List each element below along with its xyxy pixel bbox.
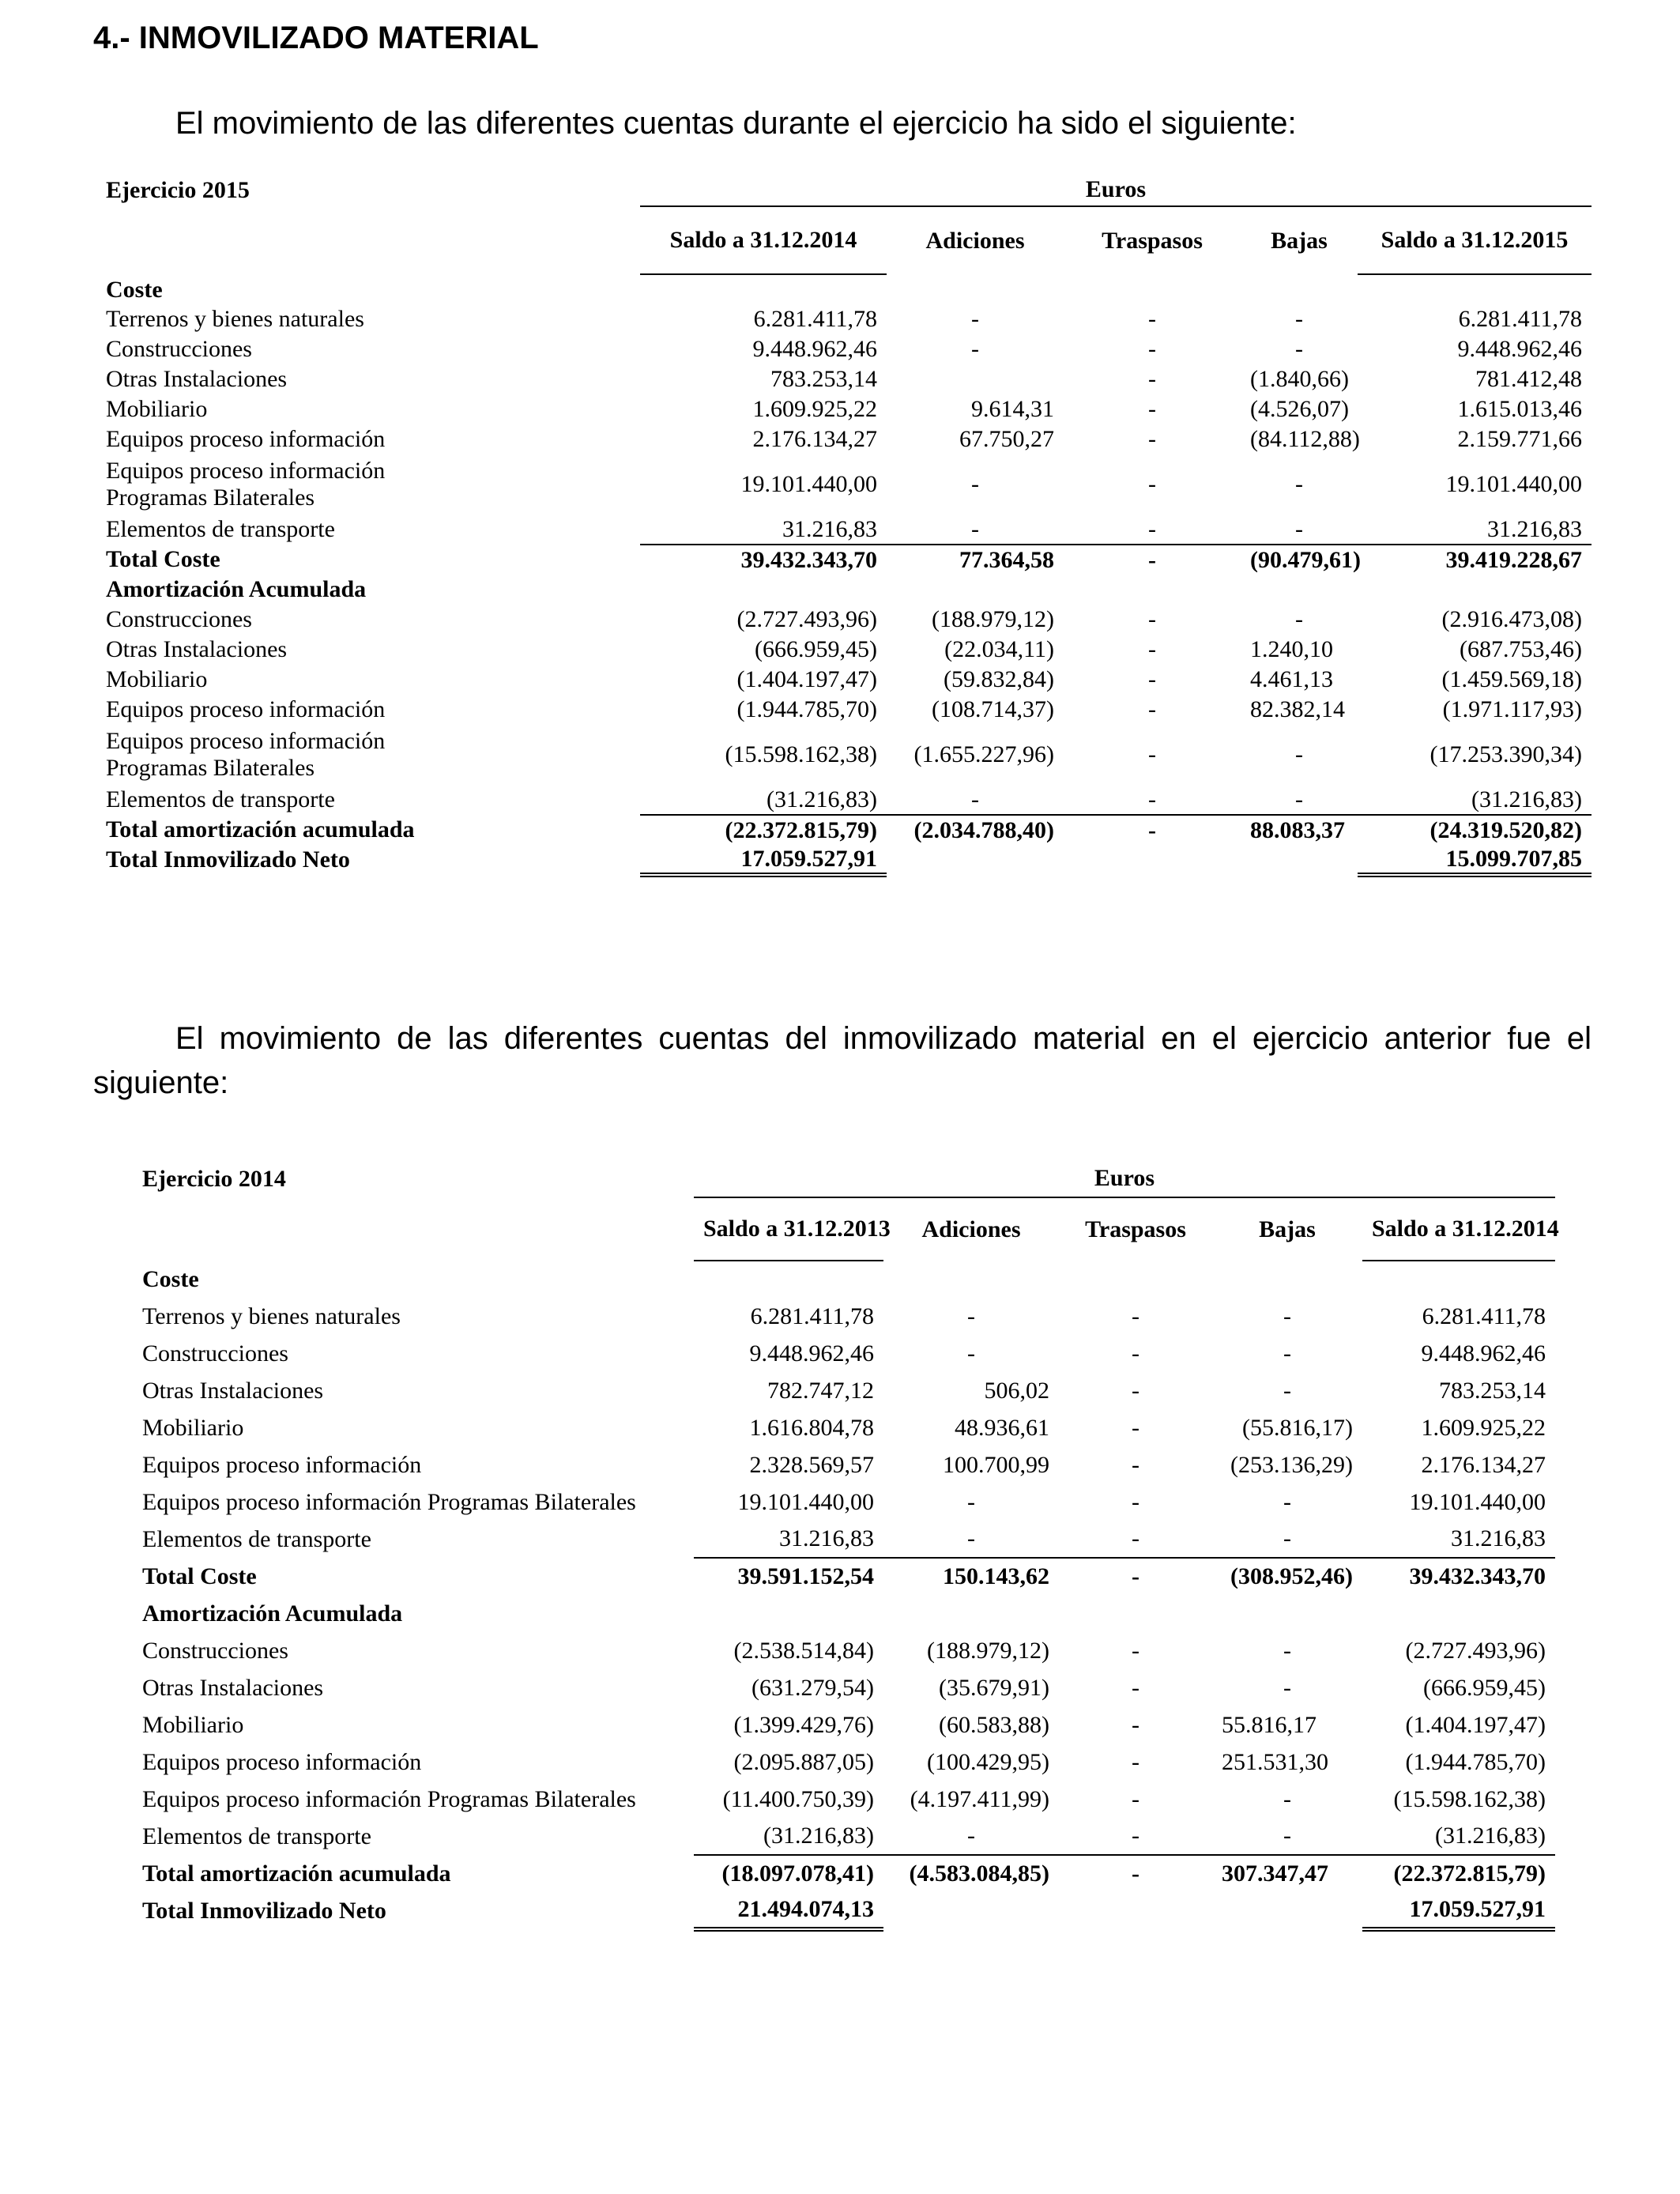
cell-additions: 9.614,31 [971, 396, 1054, 422]
row-label: Equipos proceso información Programas Bilaterales [142, 1785, 636, 1812]
cell-transfers: - [1132, 1451, 1139, 1478]
cell-closing: 1.609.925,22 [1421, 1414, 1546, 1441]
row-label: Construcciones [142, 1340, 288, 1367]
section-label-cost: Coste [142, 1266, 199, 1292]
row-label: Equipos proceso información [142, 1748, 422, 1775]
cell-disposals: (90.479,61) [1250, 546, 1361, 573]
cell-additions: - [971, 336, 979, 362]
cell-transfers: - [1132, 1377, 1139, 1404]
cell-additions: - [967, 1302, 975, 1329]
cell-disposals: (253.136,29) [1230, 1451, 1353, 1478]
cell-transfers: - [1148, 816, 1156, 843]
cell-opening: 31.216,83 [694, 1521, 883, 1558]
cell-transfers: - [1132, 1711, 1139, 1738]
cell-opening: (15.598.162,38) [725, 741, 877, 767]
section-label-amortization: Amortización Acumulada [142, 1600, 403, 1627]
cell-additions: (2.034.788,40) [913, 816, 1054, 843]
column-header-opening-balance: Saldo a 31.12.2013 [694, 1197, 883, 1261]
section-label-amortization: Amortización Acumulada [106, 576, 367, 602]
table-row [96, 304, 1591, 334]
cell-opening: (18.097.078,41) [721, 1860, 874, 1887]
cell-opening: (22.372.815,79) [725, 816, 877, 843]
cell-additions: (35.679,91) [939, 1674, 1049, 1701]
cell-opening: 19.101.440,00 [740, 471, 877, 497]
cell-closing: 31.216,83 [1362, 1521, 1555, 1558]
table-row [133, 1818, 1555, 1855]
section-heading: 4.- INMOVILIZADO MATERIAL [93, 21, 539, 55]
row-label: Terrenos y bienes naturales [142, 1302, 401, 1329]
cell-additions: (4.583.084,85) [909, 1860, 1049, 1887]
cell-disposals: - [1295, 336, 1303, 362]
table-row [133, 1298, 1555, 1335]
section-label-cost: Coste [106, 276, 163, 303]
cell-closing: 19.101.440,00 [1445, 471, 1582, 497]
cell-closing: (687.753,46) [1460, 636, 1582, 662]
row-label: Equipos proceso información [142, 1451, 422, 1478]
cell-opening: 39.591.152,54 [737, 1563, 874, 1589]
cell-opening: (31.216,83) [694, 1818, 883, 1855]
table-row [96, 785, 1591, 815]
cell-closing: (1.971.117,93) [1442, 696, 1582, 722]
cell-transfers: - [1059, 1521, 1212, 1558]
cell-opening: (1.944.785,70) [736, 696, 877, 722]
cell-transfers: - [1148, 636, 1156, 662]
cell-transfers: - [1059, 1818, 1212, 1855]
table-row [133, 1521, 1555, 1558]
cell-opening: 1.609.925,22 [752, 396, 877, 422]
row-label: Terrenos y bienes naturales [106, 306, 364, 332]
table-row [96, 635, 1591, 665]
table-title: Ejercicio 2014 [142, 1165, 286, 1192]
cell-additions: (188.979,12) [932, 606, 1054, 632]
cell-disposals: - [1283, 1785, 1291, 1812]
cell-additions: - [883, 1818, 1059, 1855]
cell-transfers: - [1148, 546, 1156, 573]
cell-additions: - [887, 515, 1064, 545]
cell-disposals: - [1283, 1377, 1291, 1404]
table-row [96, 364, 1591, 394]
cell-opening: 9.448.962,46 [752, 336, 877, 362]
row-label: Mobiliario [106, 396, 208, 422]
cell-transfers: - [1132, 1563, 1139, 1589]
cell-disposals: 251.531,30 [1222, 1748, 1328, 1775]
total-row [96, 545, 1591, 575]
cell-transfers: - [1132, 1674, 1139, 1701]
cell-closing: (666.959,45) [1423, 1674, 1546, 1701]
cell-closing: 39.432.343,70 [1409, 1563, 1546, 1589]
cell-closing: (1.404.197,47) [1405, 1711, 1546, 1738]
cell-transfers: - [1132, 1414, 1139, 1441]
row-label: Total Inmovilizado Neto [106, 846, 350, 873]
cell-additions: 100.700,99 [943, 1451, 1049, 1478]
cell-closing: (17.253.390,34) [1430, 741, 1582, 767]
cell-closing: (15.598.162,38) [1393, 1785, 1546, 1812]
cell-disposals: - [1295, 741, 1303, 767]
total-row [133, 1558, 1555, 1595]
cell-transfers: - [1148, 426, 1156, 452]
cell-transfers: - [1148, 696, 1156, 722]
cell-opening: (11.400.750,39) [722, 1785, 874, 1812]
cell-additions: 77.364,58 [959, 546, 1054, 573]
column-header-disposals: Bajas [1259, 1216, 1316, 1242]
row-label: Elementos de transporte [142, 1525, 371, 1552]
cell-closing: 2.159.771,66 [1457, 426, 1582, 452]
cell-additions: - [967, 1340, 975, 1367]
row-label: Mobiliario [142, 1711, 244, 1738]
cell-opening: 783.253,14 [770, 366, 877, 392]
column-header-transfers: Traspasos [1085, 1216, 1186, 1242]
cell-transfers: - [1132, 1340, 1139, 1367]
cell-opening: (2.538.514,84) [733, 1637, 874, 1664]
cell-closing: 9.448.962,46 [1421, 1340, 1546, 1367]
cell-disposals: - [1212, 1818, 1362, 1855]
cell-opening: (631.279,54) [751, 1674, 874, 1701]
cell-disposals: - [1283, 1488, 1291, 1515]
row-label: Mobiliario [142, 1414, 244, 1441]
cell-transfers: - [1148, 666, 1156, 692]
cell-disposals: - [1283, 1302, 1291, 1329]
table-row [96, 695, 1591, 725]
movement-table-2014 [133, 1160, 1559, 1932]
cell-opening: (31.216,83) [640, 785, 887, 815]
cell-transfers: - [1132, 1302, 1139, 1329]
cell-transfers: - [1148, 336, 1156, 362]
movement-table-2015 [96, 174, 1591, 877]
row-label: Construcciones [142, 1637, 288, 1664]
row-label: Elementos de transporte [106, 516, 335, 542]
cell-closing: (31.216,83) [1362, 1818, 1555, 1855]
row-label: Construcciones [106, 336, 252, 362]
row-label: Mobiliario [106, 666, 208, 692]
cell-transfers: - [1148, 396, 1156, 422]
row-label: Otras Instalaciones [142, 1674, 324, 1701]
row-label: Elementos de transporte [106, 786, 335, 812]
cell-closing: 17.059.527,91 [1362, 1892, 1555, 1929]
cell-opening: 39.432.343,70 [740, 546, 877, 573]
table-row [96, 665, 1591, 695]
total-row [133, 1855, 1555, 1892]
cell-opening: 17.059.527,91 [640, 845, 887, 875]
cell-opening: (1.399.429,76) [733, 1711, 874, 1738]
cell-transfers: - [1132, 1637, 1139, 1664]
table-row [96, 454, 1591, 515]
cell-additions: (59.832,84) [944, 666, 1054, 692]
row-label: Equipos proceso información Programas Bilaterales [106, 728, 386, 781]
cell-opening: (1.404.197,47) [736, 666, 877, 692]
row-label: Total amortización acumulada [106, 816, 415, 843]
cell-opening: (2.095.887,05) [733, 1748, 874, 1775]
cell-disposals: (84.112,88) [1250, 426, 1360, 452]
total-row [133, 1892, 1555, 1929]
cell-disposals: 4.461,13 [1250, 666, 1333, 692]
table-row [133, 1483, 1555, 1521]
cell-disposals: 82.382,14 [1250, 696, 1345, 722]
cell-additions: - [887, 785, 1064, 815]
cell-closing: (1.944.785,70) [1405, 1748, 1546, 1775]
cell-additions: (4.197.411,99) [910, 1785, 1049, 1812]
cell-opening: (2.727.493,96) [736, 606, 877, 632]
cell-disposals: - [1283, 1340, 1291, 1367]
cell-transfers: - [1148, 741, 1156, 767]
cell-closing: (2.727.493,96) [1405, 1637, 1546, 1664]
cell-closing: 2.176.134,27 [1421, 1451, 1546, 1478]
cell-disposals: - [1295, 606, 1303, 632]
table-row [96, 515, 1591, 545]
cell-additions: - [971, 306, 979, 332]
total-row [96, 845, 1591, 875]
cell-opening: 6.281.411,78 [753, 306, 877, 332]
row-label: Total Coste [142, 1563, 257, 1589]
cell-additions: (100.429,95) [927, 1748, 1049, 1775]
table-title: Ejercicio 2015 [106, 176, 250, 203]
cell-transfers: - [1148, 471, 1156, 497]
table-row [133, 1706, 1555, 1744]
cell-disposals: 88.083,37 [1250, 816, 1345, 843]
cell-closing: 19.101.440,00 [1409, 1488, 1546, 1515]
cell-transfers: - [1132, 1488, 1139, 1515]
cell-opening: 2.328.569,57 [749, 1451, 874, 1478]
column-header-closing-balance: Saldo a 31.12.2014 [1362, 1197, 1555, 1261]
cell-transfers: - [1132, 1748, 1139, 1775]
cell-disposals: - [1241, 515, 1358, 545]
table-row [133, 1781, 1555, 1818]
table-row [133, 1446, 1555, 1483]
cell-disposals: 307.347,47 [1222, 1860, 1328, 1887]
cell-opening: 31.216,83 [640, 515, 887, 545]
column-header-additions: Adiciones [921, 1216, 1021, 1242]
cell-disposals: - [1295, 306, 1303, 332]
cell-additions [887, 364, 1064, 394]
cell-additions: 67.750,27 [959, 426, 1054, 452]
cell-additions: 150.143,62 [943, 1563, 1049, 1589]
cell-closing: 6.281.411,78 [1422, 1302, 1546, 1329]
cell-disposals: - [1283, 1674, 1291, 1701]
table-row [133, 1632, 1555, 1669]
cell-closing: 15.099.707,85 [1358, 845, 1591, 875]
column-header-additions: Adiciones [925, 227, 1025, 254]
cell-closing: 31.216,83 [1358, 515, 1591, 545]
row-label: Elementos de transporte [142, 1823, 371, 1849]
column-header-closing-balance: Saldo a 31.12.2015 [1358, 206, 1591, 274]
cell-disposals: 55.816,17 [1222, 1711, 1317, 1738]
cell-disposals: - [1241, 785, 1358, 815]
cell-transfers: - [1148, 306, 1156, 332]
table-row [133, 1669, 1555, 1706]
cell-additions: (188.979,12) [927, 1637, 1049, 1664]
table-row [96, 334, 1591, 364]
cell-disposals: - [1212, 1521, 1362, 1558]
cell-additions: 48.936,61 [955, 1414, 1049, 1441]
currency-header: Euros [694, 1160, 1555, 1197]
cell-transfers: - [1064, 515, 1241, 545]
table-row [96, 725, 1591, 785]
cell-opening: 782.747,12 [767, 1377, 874, 1404]
cell-closing: (31.216,83) [1358, 785, 1591, 815]
intro-paragraph-2014: El movimiento de las diferentes cuentas del inmovilizado material en el ejercicio anterior fue el siguiente: [93, 1021, 1591, 1100]
cell-disposals: 1.240,10 [1250, 636, 1333, 662]
currency-header: Euros [640, 174, 1591, 206]
row-label: Total amortización acumulada [142, 1860, 451, 1887]
cell-closing: 783.253,14 [1439, 1377, 1546, 1404]
row-label: Construcciones [106, 606, 252, 632]
row-label: Total Inmovilizado Neto [142, 1897, 386, 1924]
table-row [96, 424, 1591, 454]
row-label: Total Coste [106, 546, 220, 572]
row-label: Equipos proceso información Programas Bilaterales [106, 458, 386, 511]
cell-closing: (2.916.473,08) [1441, 606, 1582, 632]
cell-closing: (24.319.520,82) [1430, 816, 1582, 843]
cell-opening: 1.616.804,78 [749, 1414, 874, 1441]
cell-transfers: - [1132, 1785, 1139, 1812]
cell-closing: 1.615.013,46 [1457, 396, 1582, 422]
table-row [133, 1335, 1555, 1372]
cell-additions: (1.655.227,96) [913, 741, 1054, 767]
row-label: Otras Instalaciones [142, 1377, 324, 1404]
cell-additions: - [971, 471, 979, 497]
column-header-transfers: Traspasos [1102, 227, 1203, 254]
cell-closing: 39.419.228,67 [1445, 546, 1582, 573]
cell-opening: 9.448.962,46 [749, 1340, 874, 1367]
cell-transfers: - [1148, 366, 1156, 392]
cell-disposals: (4.526,07) [1250, 396, 1349, 422]
table-row [133, 1744, 1555, 1781]
total-row [96, 815, 1591, 845]
cell-additions: - [883, 1521, 1059, 1558]
table-row [96, 394, 1591, 424]
cell-disposals: (1.840,66) [1250, 366, 1349, 392]
cell-disposals: - [1283, 1637, 1291, 1664]
table-row [96, 605, 1591, 635]
cell-opening: (666.959,45) [755, 636, 877, 662]
table-row [133, 1409, 1555, 1446]
cell-disposals: (55.816,17) [1242, 1414, 1353, 1441]
cell-closing: 9.448.962,46 [1457, 336, 1582, 362]
row-label: Equipos proceso información [106, 426, 386, 452]
row-label: Otras Instalaciones [106, 636, 288, 662]
cell-additions: (108.714,37) [932, 696, 1054, 722]
cell-disposals: (308.952,46) [1230, 1563, 1353, 1589]
table-row [133, 1372, 1555, 1409]
cell-opening: 6.281.411,78 [750, 1302, 874, 1329]
cell-transfers: - [1064, 785, 1241, 815]
cell-closing: (1.459.569,18) [1441, 666, 1582, 692]
cell-additions: - [967, 1488, 975, 1515]
row-label: Equipos proceso información [106, 696, 386, 722]
cell-closing: 6.281.411,78 [1458, 306, 1582, 332]
row-label: Otras Instalaciones [106, 366, 288, 392]
cell-disposals: - [1295, 471, 1303, 497]
cell-opening: 21.494.074,13 [694, 1892, 883, 1929]
cell-closing: 781.412,48 [1475, 366, 1582, 392]
column-header-disposals: Bajas [1271, 227, 1328, 254]
cell-transfers: - [1132, 1860, 1139, 1887]
cell-closing: (22.372.815,79) [1393, 1860, 1546, 1887]
cell-additions: (60.583,88) [939, 1711, 1049, 1738]
cell-transfers: - [1148, 606, 1156, 632]
cell-opening: 2.176.134,27 [752, 426, 877, 452]
cell-additions: (22.034,11) [944, 636, 1054, 662]
intro-paragraph-2015: El movimiento de las diferentes cuentas durante el ejercicio ha sido el siguiente: [175, 106, 1297, 141]
cell-additions: 506,02 [984, 1377, 1049, 1404]
column-header-opening-balance: Saldo a 31.12.2014 [640, 206, 887, 274]
row-label: Equipos proceso información Programas Bilaterales [142, 1488, 636, 1515]
cell-opening: 19.101.440,00 [737, 1488, 874, 1515]
